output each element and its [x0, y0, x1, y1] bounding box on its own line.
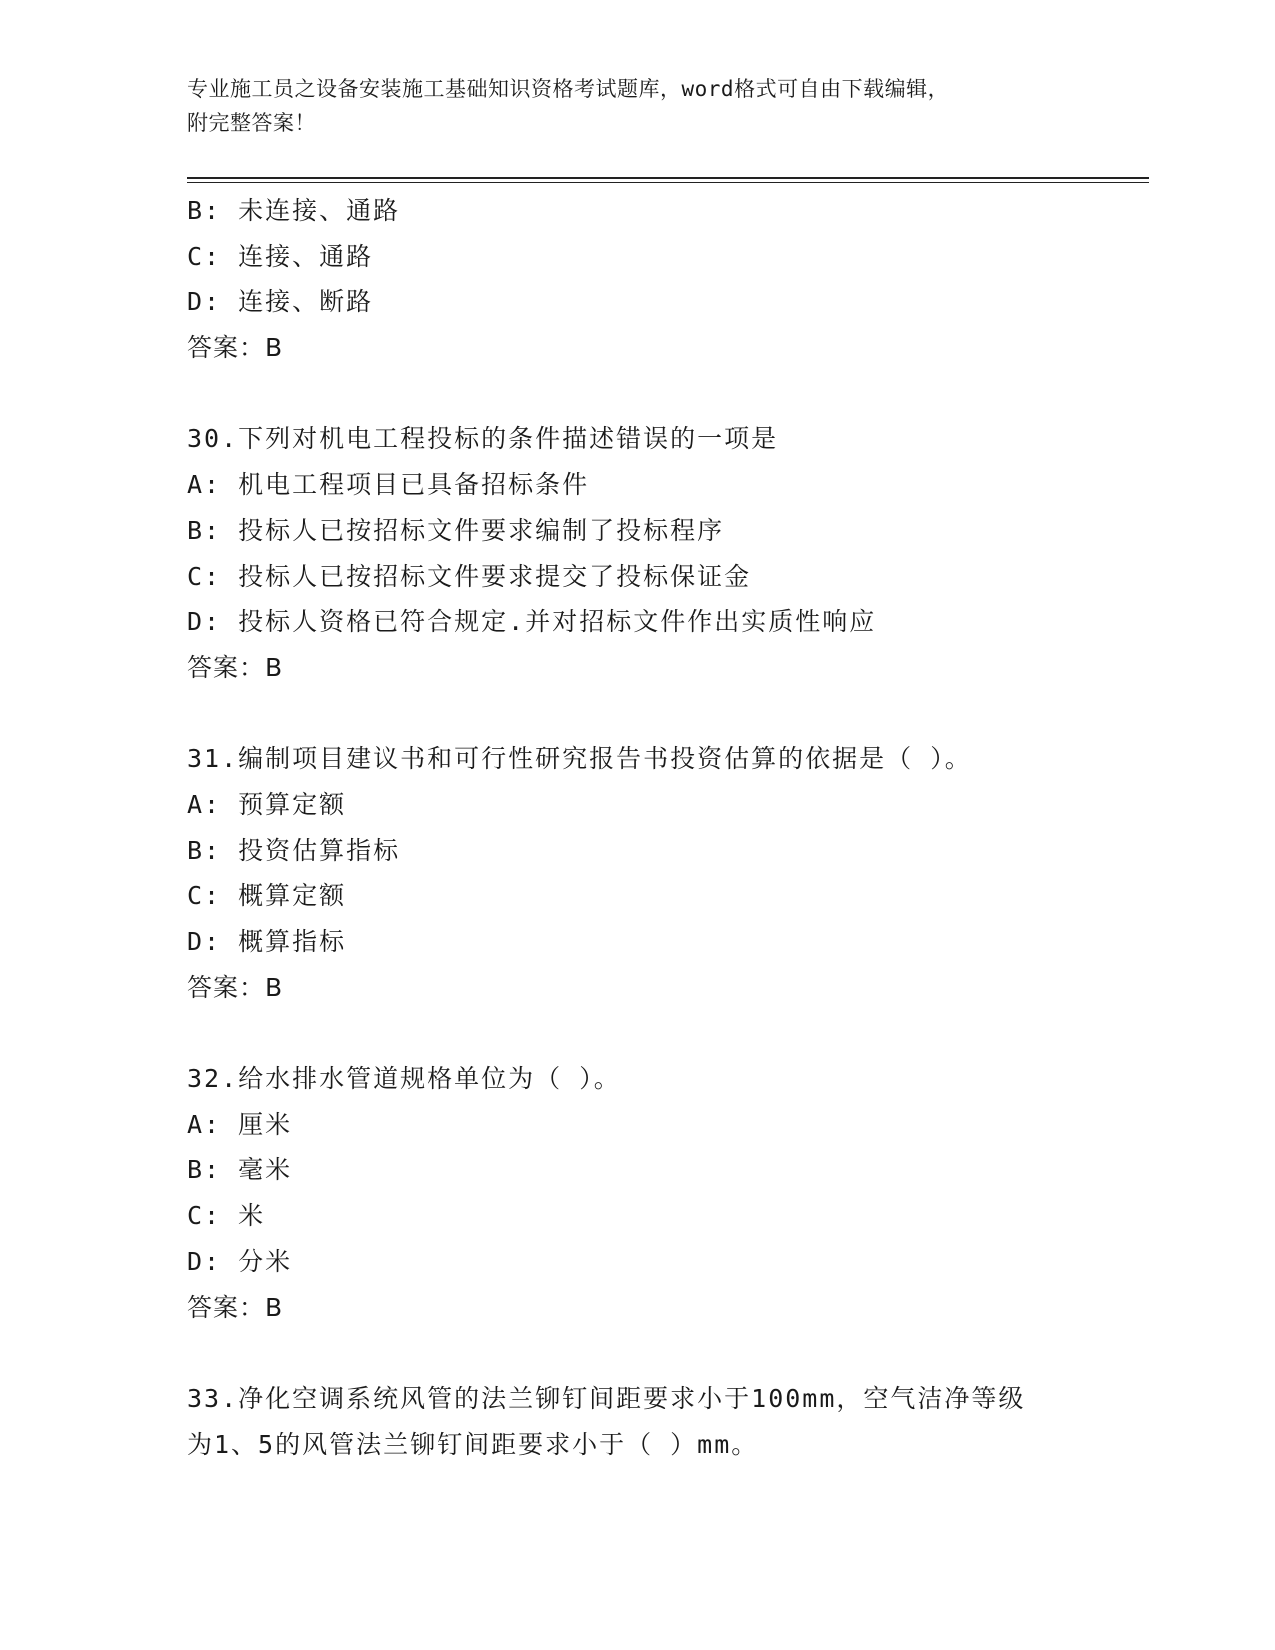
- option-c: C: 投标人已按招标文件要求提交了投标保证金: [187, 561, 752, 591]
- option-b: B: 毫米: [187, 1155, 293, 1185]
- question-block-prev: [187, 188, 1107, 371]
- question-stem: 31.编制项目建议书和可行性研究报告书投资估算的依据是（ ）。: [187, 744, 972, 774]
- question-block-33: [187, 1376, 1107, 1467]
- question-block-31: [187, 736, 1107, 1010]
- spacer: [187, 371, 1107, 417]
- option-c: C: 概算定额: [187, 881, 347, 911]
- option-d: D: 分米: [187, 1246, 293, 1276]
- option-d: D: 概算指标: [187, 927, 347, 956]
- question-stem: 30.下列对机电工程投标的条件描述错误的一项是: [187, 424, 779, 454]
- option-a: A: 机电工程项目已具备招标条件: [187, 470, 590, 500]
- option-d: D: 投标人资格已符合规定.并对招标文件作出实质性响应: [187, 607, 877, 637]
- spacer: [187, 1330, 1107, 1376]
- question-block-32: [187, 1056, 1107, 1330]
- option-b: B: 未连接、通路: [187, 196, 401, 225]
- option-b: B: 投标人已按招标文件要求编制了投标程序: [187, 515, 725, 545]
- question-stem: 32.给水排水管道规格单位为（ ）。: [187, 1064, 621, 1094]
- question-stem-line-2: 为1、5的风管法兰铆钉间距要求小于（ ）mm。: [187, 1429, 759, 1459]
- answer-line: 答案：B: [187, 1292, 284, 1322]
- header-divider-thin: [187, 182, 1149, 183]
- option-a: A: 厘米: [187, 1109, 293, 1139]
- answer-line: 答案：B: [187, 652, 284, 682]
- answer-line: 答案：B: [187, 972, 284, 1002]
- question-stem-line-1: 33.净化空调系统风管的法兰铆钉间距要求小于100mm，空气洁净等级: [187, 1383, 1026, 1413]
- option-c: C: 米: [187, 1201, 266, 1231]
- spacer: [187, 691, 1107, 737]
- option-a: A: 预算定额: [187, 789, 347, 819]
- question-block-30: [187, 416, 1107, 690]
- option-b: B: 投资估算指标: [187, 835, 401, 865]
- answer-line: 答案：B: [187, 333, 284, 363]
- question-list: [187, 188, 1107, 1467]
- spacer: [187, 1010, 1107, 1056]
- option-c: C: 连接、通路: [187, 241, 374, 271]
- document-header-title: 专业施工员之设备安装施工基础知识资格考试题库，word格式可自由下载编辑， 附完整答案！: [187, 77, 950, 135]
- header-divider-thick: [187, 177, 1149, 179]
- option-d: D: 连接、断路: [187, 287, 374, 317]
